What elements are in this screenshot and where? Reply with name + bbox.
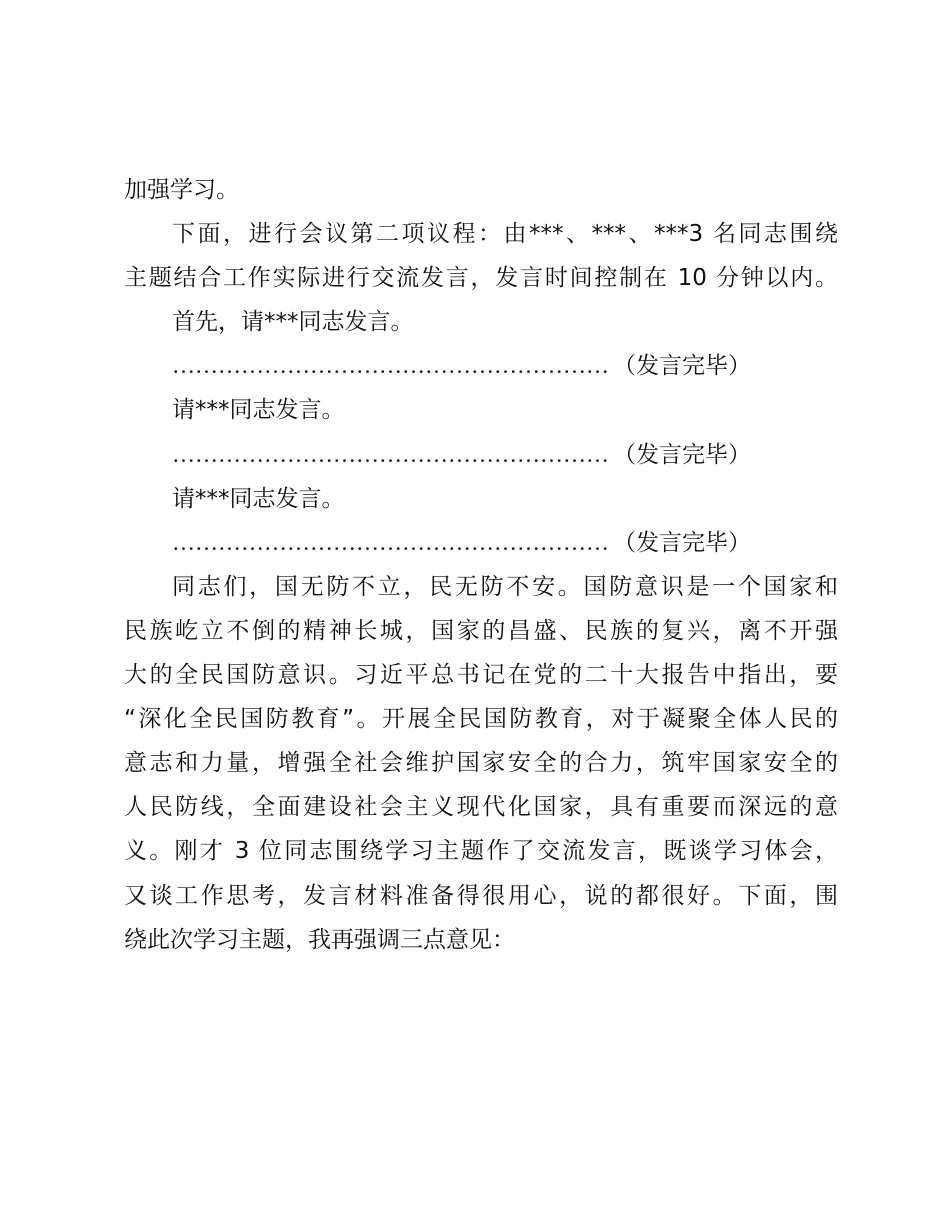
- leader-dots: …………………………………………………: [172, 441, 609, 467]
- speech-done-label: （发言完毕）: [613, 529, 751, 556]
- speech-done-label: （发言完毕）: [613, 441, 751, 468]
- speech-end-marker: [124, 344, 838, 388]
- paragraph-line: 首先，请***同志发言。: [172, 309, 414, 336]
- document-body: [124, 168, 838, 962]
- paragraph-line: 请***同志发言。: [172, 397, 345, 424]
- paragraph-line: 义。刚才 3 位同志围绕学习主题作了交流发言，既谈学习体会，: [124, 838, 838, 865]
- speech-end-marker: [124, 521, 838, 565]
- paragraph-line: 主题结合工作实际进行交流发言，发言时间控制在 10 分钟以内。: [124, 265, 838, 292]
- leader-dots: …………………………………………………: [172, 529, 609, 555]
- paragraph-line: 请***同志发言。: [172, 485, 345, 512]
- paragraph-line: 大的全民国防意识。习近平总书记在党的二十大报告中指出，要: [124, 662, 838, 689]
- paragraph-line: 人民防线，全面建设社会主义现代化国家，具有重要而深远的意: [124, 794, 838, 821]
- speech-end-marker: [124, 433, 838, 477]
- paragraph-line: 意志和力量，增强全社会维护国家安全的合力，筑牢国家安全的: [124, 750, 838, 777]
- speech-done-label: （发言完毕）: [613, 353, 751, 380]
- paragraph-line: 民族屹立不倒的精神长城，国家的昌盛、民族的复兴，离不开强: [124, 617, 838, 644]
- paragraph-line: 下面，进行会议第二项议程：由***、***、***3 名同志围绕: [172, 221, 838, 248]
- paragraph-line: 加强学习。: [124, 177, 239, 203]
- paragraph-line: 又谈工作思考，发言材料准备得很用心，说的都很好。下面，围: [124, 882, 838, 909]
- leader-dots: …………………………………………………: [172, 353, 609, 379]
- paragraph-line: 同志们，国无防不立，民无防不安。国防意识是一个国家和: [172, 573, 838, 600]
- paragraph-line: “深化全民国防教育”。开展全民国防教育，对于凝聚全体人民的: [124, 706, 838, 733]
- paragraph-line: 绕此次学习主题，我再强调三点意见：: [124, 926, 515, 953]
